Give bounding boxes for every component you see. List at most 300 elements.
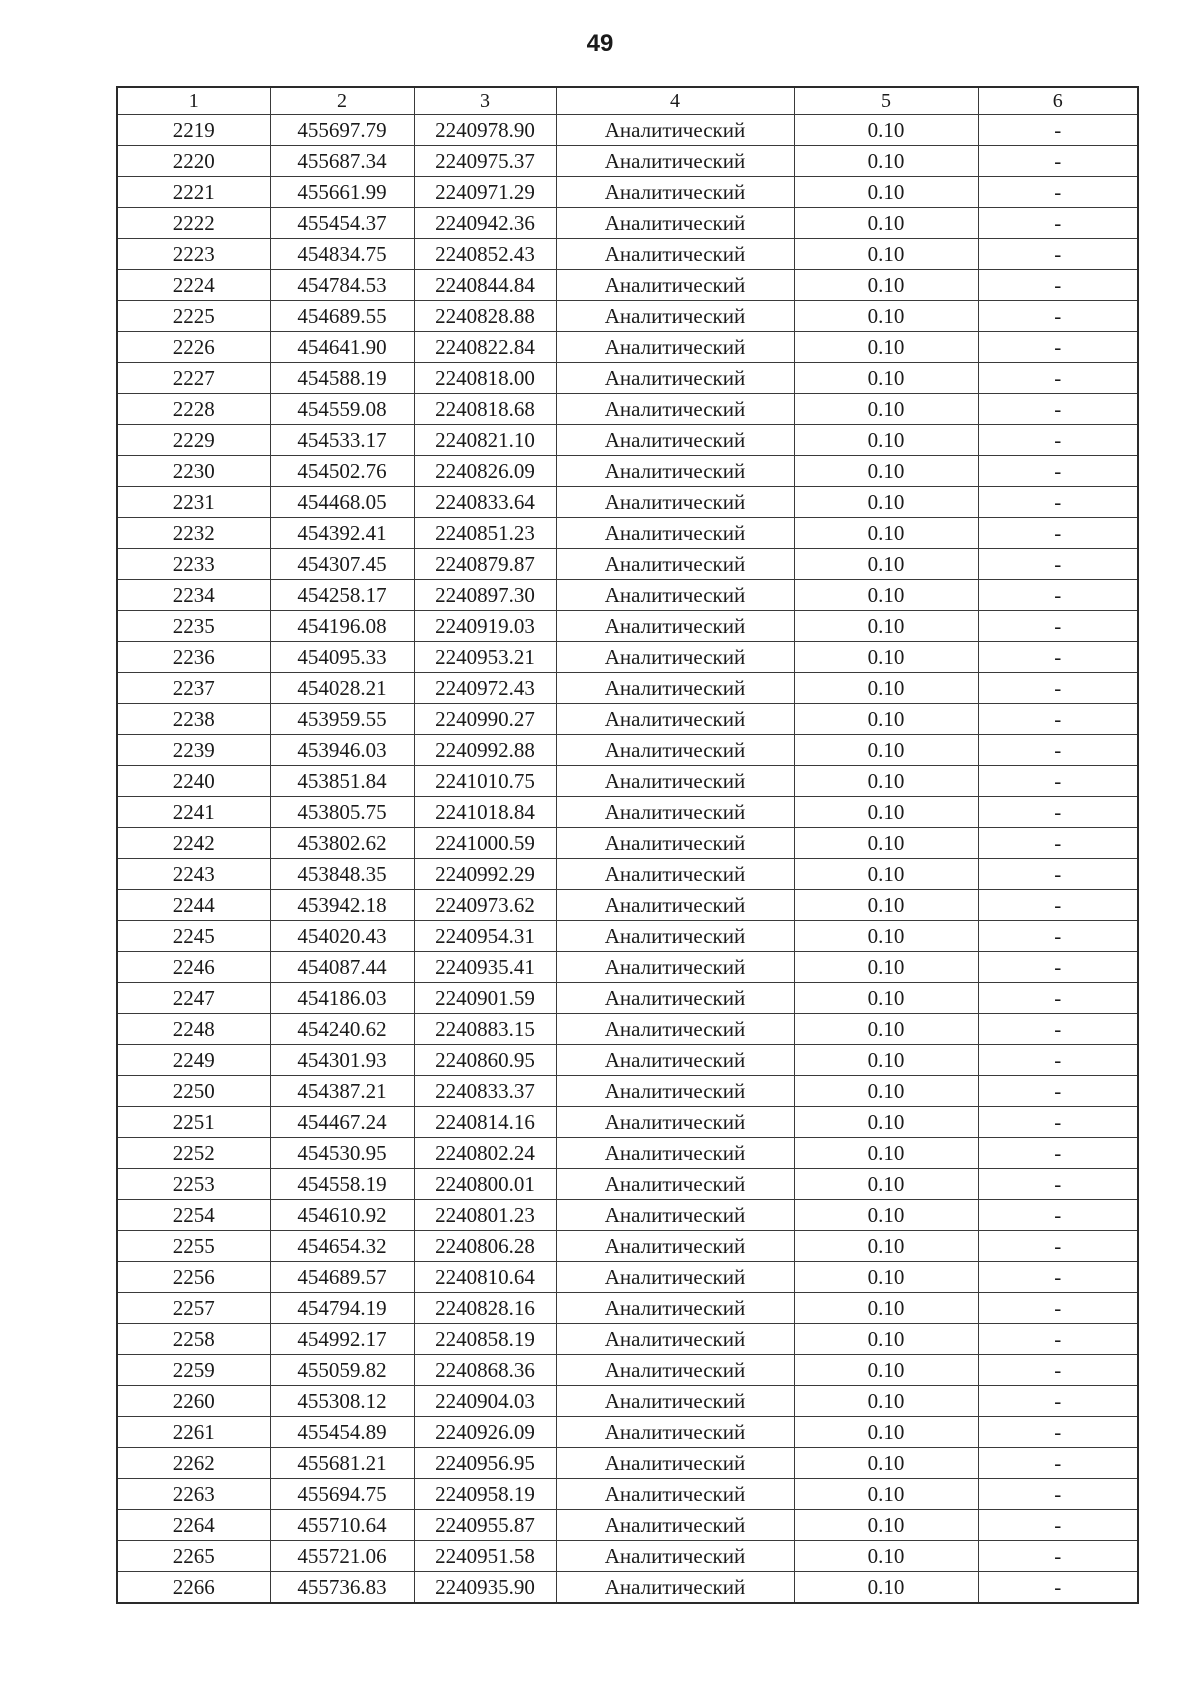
accuracy-cell: 0.10 [794, 1262, 978, 1293]
point-number-cell: 2249 [117, 1045, 270, 1076]
point-number-cell: 2245 [117, 921, 270, 952]
x-coordinate-cell: 455661.99 [270, 177, 414, 208]
y-coordinate-cell: 2241000.59 [414, 828, 556, 859]
table-row [117, 1045, 1138, 1076]
table-row [117, 1169, 1138, 1200]
x-coordinate-cell: 453946.03 [270, 735, 414, 766]
y-coordinate-cell: 2240954.31 [414, 921, 556, 952]
column-header: 1 [117, 87, 270, 115]
x-coordinate-cell: 455454.89 [270, 1417, 414, 1448]
x-coordinate-cell: 455687.34 [270, 146, 414, 177]
table-row [117, 611, 1138, 642]
method-cell: Аналитический [556, 1262, 794, 1293]
point-number-cell: 2240 [117, 766, 270, 797]
y-coordinate-cell: 2240806.28 [414, 1231, 556, 1262]
column-header: 3 [414, 87, 556, 115]
column-header: 4 [556, 87, 794, 115]
point-number-cell: 2232 [117, 518, 270, 549]
point-number-cell: 2258 [117, 1324, 270, 1355]
note-cell: - [978, 1107, 1138, 1138]
accuracy-cell: 0.10 [794, 611, 978, 642]
accuracy-cell: 0.10 [794, 673, 978, 704]
note-cell: - [978, 1510, 1138, 1541]
accuracy-cell: 0.10 [794, 456, 978, 487]
point-number-cell: 2225 [117, 301, 270, 332]
table-row [117, 890, 1138, 921]
method-cell: Аналитический [556, 828, 794, 859]
method-cell: Аналитический [556, 921, 794, 952]
y-coordinate-cell: 2240814.16 [414, 1107, 556, 1138]
x-coordinate-cell: 454468.05 [270, 487, 414, 518]
accuracy-cell: 0.10 [794, 797, 978, 828]
note-cell: - [978, 1200, 1138, 1231]
accuracy-cell: 0.10 [794, 1479, 978, 1510]
note-cell: - [978, 301, 1138, 332]
y-coordinate-cell: 2240953.21 [414, 642, 556, 673]
method-cell: Аналитический [556, 146, 794, 177]
point-number-cell: 2219 [117, 115, 270, 146]
y-coordinate-cell: 2240904.03 [414, 1386, 556, 1417]
note-cell: - [978, 890, 1138, 921]
note-cell: - [978, 642, 1138, 673]
accuracy-cell: 0.10 [794, 921, 978, 952]
point-number-cell: 2266 [117, 1572, 270, 1604]
point-number-cell: 2233 [117, 549, 270, 580]
y-coordinate-cell: 2240971.29 [414, 177, 556, 208]
point-number-cell: 2251 [117, 1107, 270, 1138]
column-header: 2 [270, 87, 414, 115]
note-cell: - [978, 1448, 1138, 1479]
x-coordinate-cell: 454087.44 [270, 952, 414, 983]
accuracy-cell: 0.10 [794, 208, 978, 239]
point-number-cell: 2263 [117, 1479, 270, 1510]
table-row [117, 115, 1138, 146]
method-cell: Аналитический [556, 1541, 794, 1572]
accuracy-cell: 0.10 [794, 735, 978, 766]
note-cell: - [978, 487, 1138, 518]
x-coordinate-cell: 454559.08 [270, 394, 414, 425]
method-cell: Аналитический [556, 611, 794, 642]
method-cell: Аналитический [556, 208, 794, 239]
method-cell: Аналитический [556, 735, 794, 766]
accuracy-cell: 0.10 [794, 1355, 978, 1386]
note-cell: - [978, 1231, 1138, 1262]
accuracy-cell: 0.10 [794, 1200, 978, 1231]
x-coordinate-cell: 454641.90 [270, 332, 414, 363]
y-coordinate-cell: 2241018.84 [414, 797, 556, 828]
point-number-cell: 2252 [117, 1138, 270, 1169]
y-coordinate-cell: 2240868.36 [414, 1355, 556, 1386]
point-number-cell: 2262 [117, 1448, 270, 1479]
method-cell: Аналитический [556, 549, 794, 580]
point-number-cell: 2265 [117, 1541, 270, 1572]
table-row [117, 797, 1138, 828]
note-cell: - [978, 208, 1138, 239]
point-number-cell: 2257 [117, 1293, 270, 1324]
point-number-cell: 2248 [117, 1014, 270, 1045]
table-row [117, 456, 1138, 487]
x-coordinate-cell: 453805.75 [270, 797, 414, 828]
y-coordinate-cell: 2240901.59 [414, 983, 556, 1014]
point-number-cell: 2242 [117, 828, 270, 859]
x-coordinate-cell: 454186.03 [270, 983, 414, 1014]
accuracy-cell: 0.10 [794, 828, 978, 859]
y-coordinate-cell: 2240852.43 [414, 239, 556, 270]
point-number-cell: 2224 [117, 270, 270, 301]
accuracy-cell: 0.10 [794, 177, 978, 208]
x-coordinate-cell: 455721.06 [270, 1541, 414, 1572]
accuracy-cell: 0.10 [794, 1541, 978, 1572]
x-coordinate-cell: 454301.93 [270, 1045, 414, 1076]
point-number-cell: 2228 [117, 394, 270, 425]
x-coordinate-cell: 454610.92 [270, 1200, 414, 1231]
method-cell: Аналитический [556, 1324, 794, 1355]
x-coordinate-cell: 454794.19 [270, 1293, 414, 1324]
method-cell: Аналитический [556, 177, 794, 208]
y-coordinate-cell: 2240800.01 [414, 1169, 556, 1200]
point-number-cell: 2256 [117, 1262, 270, 1293]
accuracy-cell: 0.10 [794, 425, 978, 456]
note-cell: - [978, 1169, 1138, 1200]
note-cell: - [978, 239, 1138, 270]
y-coordinate-cell: 2241010.75 [414, 766, 556, 797]
note-cell: - [978, 177, 1138, 208]
x-coordinate-cell: 454392.41 [270, 518, 414, 549]
table-row [117, 921, 1138, 952]
accuracy-cell: 0.10 [794, 239, 978, 270]
table-row [117, 1262, 1138, 1293]
note-cell: - [978, 1479, 1138, 1510]
table-row [117, 1324, 1138, 1355]
accuracy-cell: 0.10 [794, 1231, 978, 1262]
method-cell: Аналитический [556, 890, 794, 921]
method-cell: Аналитический [556, 673, 794, 704]
method-cell: Аналитический [556, 332, 794, 363]
x-coordinate-cell: 454020.43 [270, 921, 414, 952]
y-coordinate-cell: 2240826.09 [414, 456, 556, 487]
x-coordinate-cell: 454689.57 [270, 1262, 414, 1293]
table-row [117, 425, 1138, 456]
table-row [117, 1417, 1138, 1448]
method-cell: Аналитический [556, 1138, 794, 1169]
x-coordinate-cell: 453942.18 [270, 890, 414, 921]
y-coordinate-cell: 2240801.23 [414, 1200, 556, 1231]
note-cell: - [978, 394, 1138, 425]
accuracy-cell: 0.10 [794, 704, 978, 735]
method-cell: Аналитический [556, 1572, 794, 1604]
x-coordinate-cell: 454258.17 [270, 580, 414, 611]
table-row [117, 1293, 1138, 1324]
point-number-cell: 2246 [117, 952, 270, 983]
y-coordinate-cell: 2240860.95 [414, 1045, 556, 1076]
accuracy-cell: 0.10 [794, 983, 978, 1014]
point-number-cell: 2241 [117, 797, 270, 828]
table-row [117, 146, 1138, 177]
accuracy-cell: 0.10 [794, 115, 978, 146]
table-row [117, 487, 1138, 518]
accuracy-cell: 0.10 [794, 146, 978, 177]
method-cell: Аналитический [556, 487, 794, 518]
y-coordinate-cell: 2240935.90 [414, 1572, 556, 1604]
method-cell: Аналитический [556, 859, 794, 890]
column-header: 6 [978, 87, 1138, 115]
accuracy-cell: 0.10 [794, 1293, 978, 1324]
table-row [117, 859, 1138, 890]
y-coordinate-cell: 2240821.10 [414, 425, 556, 456]
y-coordinate-cell: 2240833.37 [414, 1076, 556, 1107]
table-row [117, 394, 1138, 425]
table-row [117, 1448, 1138, 1479]
accuracy-cell: 0.10 [794, 766, 978, 797]
y-coordinate-cell: 2240955.87 [414, 1510, 556, 1541]
y-coordinate-cell: 2240828.16 [414, 1293, 556, 1324]
y-coordinate-cell: 2240973.62 [414, 890, 556, 921]
note-cell: - [978, 115, 1138, 146]
x-coordinate-cell: 454558.19 [270, 1169, 414, 1200]
x-coordinate-cell: 454095.33 [270, 642, 414, 673]
y-coordinate-cell: 2240833.64 [414, 487, 556, 518]
method-cell: Аналитический [556, 270, 794, 301]
method-cell: Аналитический [556, 301, 794, 332]
table-row [117, 673, 1138, 704]
method-cell: Аналитический [556, 239, 794, 270]
accuracy-cell: 0.10 [794, 363, 978, 394]
accuracy-cell: 0.10 [794, 518, 978, 549]
note-cell: - [978, 425, 1138, 456]
point-number-cell: 2238 [117, 704, 270, 735]
note-cell: - [978, 1076, 1138, 1107]
table-row [117, 177, 1138, 208]
table-row [117, 1231, 1138, 1262]
table-body [117, 115, 1138, 1604]
note-cell: - [978, 611, 1138, 642]
method-cell: Аналитический [556, 363, 794, 394]
point-number-cell: 2236 [117, 642, 270, 673]
point-number-cell: 2230 [117, 456, 270, 487]
note-cell: - [978, 1014, 1138, 1045]
x-coordinate-cell: 454502.76 [270, 456, 414, 487]
point-number-cell: 2231 [117, 487, 270, 518]
table-row [117, 270, 1138, 301]
x-coordinate-cell: 455694.75 [270, 1479, 414, 1510]
point-number-cell: 2235 [117, 611, 270, 642]
accuracy-cell: 0.10 [794, 1572, 978, 1604]
table-row [117, 735, 1138, 766]
table-row [117, 1355, 1138, 1386]
note-cell: - [978, 983, 1138, 1014]
y-coordinate-cell: 2240818.00 [414, 363, 556, 394]
point-number-cell: 2250 [117, 1076, 270, 1107]
note-cell: - [978, 1262, 1138, 1293]
table-row [117, 580, 1138, 611]
table-row [117, 1510, 1138, 1541]
column-header: 5 [794, 87, 978, 115]
note-cell: - [978, 1417, 1138, 1448]
accuracy-cell: 0.10 [794, 487, 978, 518]
y-coordinate-cell: 2240958.19 [414, 1479, 556, 1510]
method-cell: Аналитический [556, 1479, 794, 1510]
y-coordinate-cell: 2240935.41 [414, 952, 556, 983]
x-coordinate-cell: 454784.53 [270, 270, 414, 301]
note-cell: - [978, 456, 1138, 487]
x-coordinate-cell: 453848.35 [270, 859, 414, 890]
method-cell: Аналитический [556, 797, 794, 828]
x-coordinate-cell: 454992.17 [270, 1324, 414, 1355]
table-row [117, 952, 1138, 983]
x-coordinate-cell: 454196.08 [270, 611, 414, 642]
point-number-cell: 2220 [117, 146, 270, 177]
accuracy-cell: 0.10 [794, 1417, 978, 1448]
y-coordinate-cell: 2240926.09 [414, 1417, 556, 1448]
accuracy-cell: 0.10 [794, 1169, 978, 1200]
x-coordinate-cell: 455308.12 [270, 1386, 414, 1417]
accuracy-cell: 0.10 [794, 642, 978, 673]
point-number-cell: 2234 [117, 580, 270, 611]
point-number-cell: 2264 [117, 1510, 270, 1541]
accuracy-cell: 0.10 [794, 580, 978, 611]
note-cell: - [978, 549, 1138, 580]
x-coordinate-cell: 455681.21 [270, 1448, 414, 1479]
x-coordinate-cell: 454240.62 [270, 1014, 414, 1045]
x-coordinate-cell: 453802.62 [270, 828, 414, 859]
note-cell: - [978, 1386, 1138, 1417]
note-cell: - [978, 1293, 1138, 1324]
x-coordinate-cell: 454387.21 [270, 1076, 414, 1107]
table-row [117, 518, 1138, 549]
method-cell: Аналитический [556, 704, 794, 735]
table-row [117, 301, 1138, 332]
accuracy-cell: 0.10 [794, 1138, 978, 1169]
table-row [117, 1107, 1138, 1138]
table-row [117, 983, 1138, 1014]
point-number-cell: 2222 [117, 208, 270, 239]
x-coordinate-cell: 453959.55 [270, 704, 414, 735]
point-number-cell: 2247 [117, 983, 270, 1014]
point-number-cell: 2260 [117, 1386, 270, 1417]
y-coordinate-cell: 2240919.03 [414, 611, 556, 642]
x-coordinate-cell: 455697.79 [270, 115, 414, 146]
x-coordinate-cell: 454467.24 [270, 1107, 414, 1138]
note-cell: - [978, 952, 1138, 983]
method-cell: Аналитический [556, 1076, 794, 1107]
accuracy-cell: 0.10 [794, 1386, 978, 1417]
point-number-cell: 2227 [117, 363, 270, 394]
table-row [117, 828, 1138, 859]
note-cell: - [978, 146, 1138, 177]
table-row [117, 704, 1138, 735]
y-coordinate-cell: 2240990.27 [414, 704, 556, 735]
point-number-cell: 2221 [117, 177, 270, 208]
method-cell: Аналитический [556, 1355, 794, 1386]
x-coordinate-cell: 455454.37 [270, 208, 414, 239]
y-coordinate-cell: 2240883.15 [414, 1014, 556, 1045]
method-cell: Аналитический [556, 1014, 794, 1045]
method-cell: Аналитический [556, 456, 794, 487]
method-cell: Аналитический [556, 1107, 794, 1138]
table-row [117, 1386, 1138, 1417]
accuracy-cell: 0.10 [794, 952, 978, 983]
table-row [117, 1138, 1138, 1169]
note-cell: - [978, 1355, 1138, 1386]
y-coordinate-cell: 2240879.87 [414, 549, 556, 580]
x-coordinate-cell: 454689.55 [270, 301, 414, 332]
accuracy-cell: 0.10 [794, 301, 978, 332]
accuracy-cell: 0.10 [794, 1014, 978, 1045]
point-number-cell: 2243 [117, 859, 270, 890]
accuracy-cell: 0.10 [794, 1076, 978, 1107]
note-cell: - [978, 921, 1138, 952]
note-cell: - [978, 797, 1138, 828]
x-coordinate-cell: 454533.17 [270, 425, 414, 456]
y-coordinate-cell: 2240822.84 [414, 332, 556, 363]
method-cell: Аналитический [556, 1417, 794, 1448]
y-coordinate-cell: 2240844.84 [414, 270, 556, 301]
method-cell: Аналитический [556, 1200, 794, 1231]
table-row [117, 1479, 1138, 1510]
x-coordinate-cell: 454530.95 [270, 1138, 414, 1169]
note-cell: - [978, 1541, 1138, 1572]
note-cell: - [978, 518, 1138, 549]
method-cell: Аналитический [556, 1231, 794, 1262]
y-coordinate-cell: 2240972.43 [414, 673, 556, 704]
note-cell: - [978, 1572, 1138, 1604]
method-cell: Аналитический [556, 983, 794, 1014]
y-coordinate-cell: 2240828.88 [414, 301, 556, 332]
page-number: 49 [586, 30, 614, 57]
accuracy-cell: 0.10 [794, 1448, 978, 1479]
point-number-cell: 2253 [117, 1169, 270, 1200]
note-cell: - [978, 332, 1138, 363]
method-cell: Аналитический [556, 1293, 794, 1324]
point-number-cell: 2229 [117, 425, 270, 456]
y-coordinate-cell: 2240818.68 [414, 394, 556, 425]
method-cell: Аналитический [556, 1045, 794, 1076]
note-cell: - [978, 270, 1138, 301]
table-row [117, 1200, 1138, 1231]
x-coordinate-cell: 455710.64 [270, 1510, 414, 1541]
table-row [117, 1541, 1138, 1572]
x-coordinate-cell: 455736.83 [270, 1572, 414, 1604]
accuracy-cell: 0.10 [794, 1324, 978, 1355]
accuracy-cell: 0.10 [794, 859, 978, 890]
point-number-cell: 2259 [117, 1355, 270, 1386]
y-coordinate-cell: 2240975.37 [414, 146, 556, 177]
table-row [117, 642, 1138, 673]
note-cell: - [978, 735, 1138, 766]
method-cell: Аналитический [556, 580, 794, 611]
note-cell: - [978, 859, 1138, 890]
accuracy-cell: 0.10 [794, 1107, 978, 1138]
table-row [117, 208, 1138, 239]
method-cell: Аналитический [556, 115, 794, 146]
method-cell: Аналитический [556, 1169, 794, 1200]
note-cell: - [978, 828, 1138, 859]
accuracy-cell: 0.10 [794, 394, 978, 425]
accuracy-cell: 0.10 [794, 1510, 978, 1541]
point-number-cell: 2261 [117, 1417, 270, 1448]
point-number-cell: 2244 [117, 890, 270, 921]
accuracy-cell: 0.10 [794, 270, 978, 301]
y-coordinate-cell: 2240858.19 [414, 1324, 556, 1355]
y-coordinate-cell: 2240851.23 [414, 518, 556, 549]
point-number-cell: 2223 [117, 239, 270, 270]
note-cell: - [978, 1324, 1138, 1355]
note-cell: - [978, 363, 1138, 394]
point-number-cell: 2237 [117, 673, 270, 704]
table-header-row [117, 87, 1138, 115]
table-row [117, 1076, 1138, 1107]
y-coordinate-cell: 2240897.30 [414, 580, 556, 611]
